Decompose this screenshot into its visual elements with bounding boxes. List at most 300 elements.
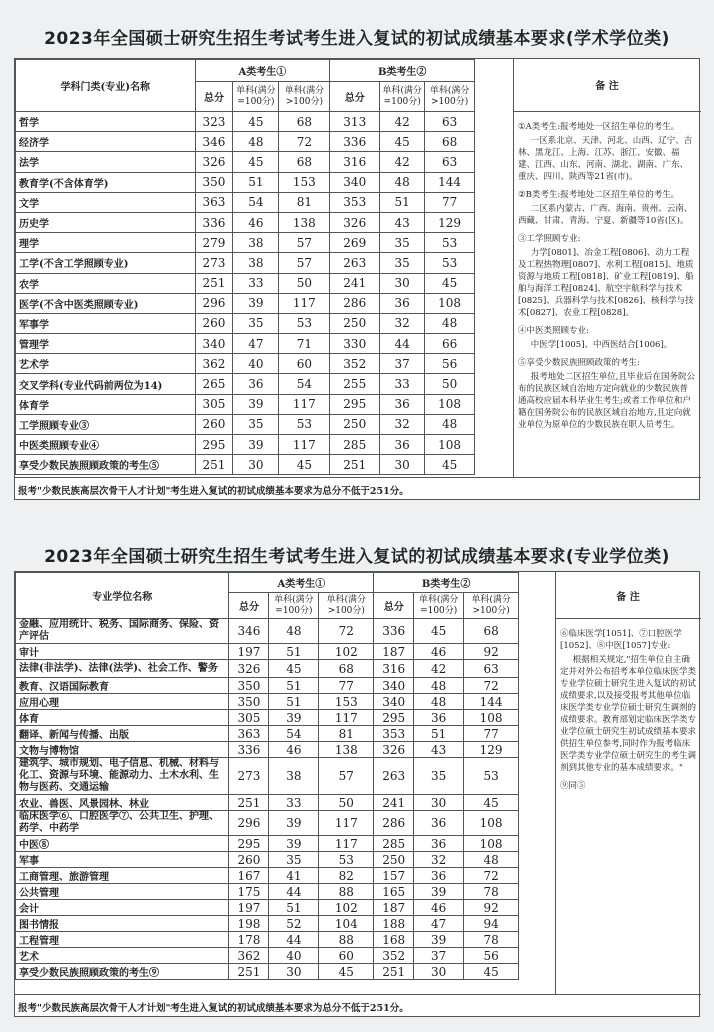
a-score-total: 251 <box>195 455 233 475</box>
b-score-total: 326 <box>330 212 380 232</box>
a-score-singlegt100: 54 <box>279 374 330 394</box>
a-score-single100: 44 <box>269 884 319 900</box>
professional-header-a: A类考生① <box>229 573 374 593</box>
table-row <box>16 313 513 333</box>
table-row <box>16 619 555 644</box>
a-score-total: 260 <box>195 313 233 333</box>
table-row <box>16 884 555 900</box>
table-row <box>16 293 513 313</box>
b-score-singlegt100: 92 <box>464 644 519 660</box>
academic-notes-title: 备 注 <box>595 81 619 92</box>
row-name: 理学 <box>16 233 196 253</box>
table-row <box>16 916 555 932</box>
a-score-total: 305 <box>195 394 233 414</box>
b-score-total: 285 <box>374 836 414 852</box>
b-score-total: 269 <box>330 233 380 253</box>
table-row <box>16 694 555 710</box>
b-score-singlegt100: 63 <box>464 660 519 678</box>
row-name: 会计 <box>16 900 229 916</box>
b-score-single100: 35 <box>414 758 464 795</box>
b-score-singlegt100: 48 <box>425 313 475 333</box>
a-score-total: 350 <box>229 694 269 710</box>
b-score-total: 263 <box>374 758 414 795</box>
a-score-total: 305 <box>229 710 269 726</box>
b-score-total: 295 <box>374 710 414 726</box>
b-score-total: 168 <box>374 932 414 948</box>
b-score-single100: 42 <box>380 152 425 172</box>
b-score-single100: 42 <box>380 112 425 132</box>
row-name: 中医类照顾专业④ <box>16 435 196 455</box>
b-score-singlegt100: 78 <box>464 884 519 900</box>
a-score-single100: 45 <box>233 112 279 132</box>
note-paragraph: 力学[0801]、冶金工程[0806]、动力工程及工程热物理[0807]、水利工程[0815]、地质资源与地质工程[0818]、矿业工程[0819]、船舶与海洋工程[0824]、航空宇航科学与技术[0825]、兵器科学与技术[0826]、核科学与技术[0827]、农业工程[0828]。 <box>518 248 694 318</box>
b-score-single100: 48 <box>380 172 425 192</box>
row-name: 建筑学、城市规划、电子信息、机械、材料与化工、资源与环境、能源动力、土木水利、生物与医药、交通运输 <box>16 758 229 795</box>
b-score-singlegt100: 48 <box>464 852 519 868</box>
a-score-total: 350 <box>229 678 269 694</box>
academic-header-b-total: 总分 <box>330 82 380 112</box>
b-score-single100: 46 <box>414 644 464 660</box>
table-row <box>16 192 513 212</box>
a-score-total: 295 <box>229 836 269 852</box>
professional-notes <box>560 628 696 988</box>
a-score-total: 340 <box>195 334 233 354</box>
a-score-single100: 33 <box>233 273 279 293</box>
note-paragraph: ①A类考生:报考地处一区招生单位的考生。 <box>518 122 680 132</box>
b-score-single100: 30 <box>380 273 425 293</box>
a-score-singlegt100: 77 <box>319 678 374 694</box>
a-score-total: 167 <box>229 868 269 884</box>
table-row <box>16 948 555 964</box>
b-score-total: 352 <box>330 354 380 374</box>
row-name: 工学(不含工学照顾专业) <box>16 253 196 273</box>
a-score-total: 295 <box>195 435 233 455</box>
table-row <box>16 273 513 293</box>
b-score-total: 187 <box>374 900 414 916</box>
b-score-singlegt100: 56 <box>464 948 519 964</box>
b-score-single100: 35 <box>380 253 425 273</box>
a-score-singlegt100: 117 <box>279 435 330 455</box>
b-score-total: 157 <box>374 868 414 884</box>
professional-header-b: B类考生② <box>374 573 519 593</box>
b-score-singlegt100: 72 <box>464 678 519 694</box>
a-score-singlegt100: 88 <box>319 932 374 948</box>
a-score-total: 260 <box>195 414 233 434</box>
professional-table <box>15 572 555 980</box>
row-name: 金融、应用统计、税务、国际商务、保险、资产评估 <box>16 619 229 644</box>
academic-notes <box>518 121 696 477</box>
a-score-total: 175 <box>229 884 269 900</box>
table-row <box>16 233 513 253</box>
a-score-singlegt100: 72 <box>279 132 330 152</box>
b-score-single100: 30 <box>414 795 464 811</box>
a-score-singlegt100: 53 <box>319 852 374 868</box>
row-name: 翻译、新闻与传播、出版 <box>16 726 229 742</box>
a-score-single100: 51 <box>233 172 279 192</box>
a-score-singlegt100: 82 <box>319 868 374 884</box>
a-score-single100: 39 <box>233 293 279 313</box>
a-score-single100: 54 <box>233 192 279 212</box>
academic-title: 2023年全国硕士研究生招生考试考生进入复试的初试成绩基本要求(学术学位类) <box>44 29 670 49</box>
b-score-singlegt100: 108 <box>464 811 519 836</box>
table-row <box>16 455 513 475</box>
a-score-singlegt100: 57 <box>279 233 330 253</box>
academic-header-b: B类考生② <box>330 60 475 82</box>
b-score-single100: 36 <box>414 836 464 852</box>
table-row <box>16 811 555 836</box>
a-score-total: 296 <box>229 811 269 836</box>
b-score-singlegt100: 56 <box>425 354 475 374</box>
row-name: 中医⑧ <box>16 836 229 852</box>
row-name: 交叉学科(专业代码前两位为14) <box>16 374 196 394</box>
a-score-single100: 39 <box>269 710 319 726</box>
table-row <box>16 112 513 132</box>
row-name: 教育学(不含体育学) <box>16 172 196 192</box>
a-score-single100: 35 <box>233 313 279 333</box>
row-name: 管理学 <box>16 334 196 354</box>
b-score-single100: 37 <box>414 948 464 964</box>
b-score-single100: 51 <box>414 726 464 742</box>
row-name: 医学(不含中医类照顾专业) <box>16 293 196 313</box>
b-score-single100: 32 <box>414 852 464 868</box>
a-score-singlegt100: 45 <box>279 455 330 475</box>
b-score-total: 251 <box>374 964 414 980</box>
a-score-singlegt100: 88 <box>319 884 374 900</box>
a-score-total: 326 <box>195 152 233 172</box>
table-row <box>16 795 555 811</box>
a-score-singlegt100: 57 <box>279 253 330 273</box>
row-name: 艺术学 <box>16 354 196 374</box>
academic-table-card <box>14 58 700 500</box>
a-score-singlegt100: 138 <box>279 212 330 232</box>
academic-header-a: A类考生① <box>195 60 330 82</box>
b-score-singlegt100: 53 <box>464 758 519 795</box>
b-score-singlegt100: 68 <box>464 619 519 644</box>
table-row <box>16 172 513 192</box>
b-score-single100: 36 <box>414 868 464 884</box>
b-score-total: 340 <box>374 694 414 710</box>
professional-header-a-singlegt100: 单科(满分>100分) <box>319 593 374 619</box>
b-score-single100: 36 <box>380 394 425 414</box>
a-score-single100: 39 <box>233 435 279 455</box>
table-row <box>16 414 513 434</box>
a-score-single100: 45 <box>233 152 279 172</box>
professional-notes-title: 备 注 <box>616 592 640 603</box>
table-row <box>16 152 513 172</box>
row-name: 文学 <box>16 192 196 212</box>
b-score-single100: 39 <box>414 884 464 900</box>
note-paragraph: 报考地处二区招生单位,且毕业后在国务院公布的民族区域自治地方定向就业的少数民族普通高校应届本科毕业生考生;或者工作单位和户籍在国务院公布的民族区域自治地方,且定向就业单位为原单位的少数民族在职人员考生。 <box>518 372 695 430</box>
b-score-singlegt100: 66 <box>425 334 475 354</box>
table-row <box>16 334 513 354</box>
b-score-singlegt100: 77 <box>425 192 475 212</box>
professional-table-card <box>14 571 700 1017</box>
b-score-single100: 42 <box>414 660 464 678</box>
a-score-single100: 39 <box>269 811 319 836</box>
b-score-singlegt100: 108 <box>425 394 475 414</box>
b-score-single100: 48 <box>414 694 464 710</box>
table-row <box>16 678 555 694</box>
a-score-total: 363 <box>229 726 269 742</box>
a-score-singlegt100: 102 <box>319 900 374 916</box>
b-score-singlegt100: 144 <box>425 172 475 192</box>
a-score-single100: 51 <box>269 678 319 694</box>
academic-section <box>0 0 714 510</box>
b-score-single100: 35 <box>380 233 425 253</box>
a-score-total: 362 <box>195 354 233 374</box>
a-score-total: 279 <box>195 233 233 253</box>
b-score-single100: 36 <box>414 811 464 836</box>
a-score-total: 296 <box>195 293 233 313</box>
a-score-single100: 40 <box>233 354 279 374</box>
professional-header-b-single100: 单科(满分=100分) <box>414 593 464 619</box>
note-paragraph: 二区系内蒙古、广西、海南、贵州、云南、西藏、甘肃、青海、宁夏、新疆等10省(区)。 <box>518 204 693 226</box>
academic-table-wrap <box>15 59 513 475</box>
a-score-single100: 30 <box>233 455 279 475</box>
b-score-total: 316 <box>374 660 414 678</box>
academic-header-a-total: 总分 <box>195 82 233 112</box>
a-score-single100: 46 <box>233 212 279 232</box>
academic-header-subject: 学科门类(专业)名称 <box>16 60 196 112</box>
a-score-single100: 33 <box>269 795 319 811</box>
a-score-singlegt100: 71 <box>279 334 330 354</box>
a-score-total: 336 <box>229 742 269 758</box>
b-score-total: 326 <box>374 742 414 758</box>
table-row <box>16 852 555 868</box>
b-score-singlegt100: 108 <box>464 836 519 852</box>
b-score-singlegt100: 68 <box>425 132 475 152</box>
b-score-single100: 45 <box>414 619 464 644</box>
b-score-total: 187 <box>374 644 414 660</box>
a-score-total: 198 <box>229 916 269 932</box>
academic-header-b-single100: 单科(满分=100分) <box>380 82 425 112</box>
b-score-total: 340 <box>374 678 414 694</box>
b-score-singlegt100: 144 <box>464 694 519 710</box>
b-score-single100: 30 <box>380 455 425 475</box>
a-score-total: 362 <box>229 948 269 964</box>
a-score-singlegt100: 50 <box>279 273 330 293</box>
b-score-singlegt100: 77 <box>464 726 519 742</box>
b-score-singlegt100: 48 <box>425 414 475 434</box>
professional-header-b-total: 总分 <box>374 593 414 619</box>
note-paragraph: ⑥临床医学[1051]、⑦口腔医学[1052]、⑧中医[1057]专业: <box>560 629 682 651</box>
b-score-singlegt100: 50 <box>425 374 475 394</box>
b-score-single100: 36 <box>380 293 425 313</box>
professional-footnote: 报考"少数民族高层次骨干人才计划"考生进入复试的初试成绩基本要求为总分不低于251分。 <box>15 994 701 1018</box>
note-paragraph: ⑨同⑤ <box>560 781 586 791</box>
a-score-singlegt100: 60 <box>319 948 374 964</box>
a-score-single100: 52 <box>269 916 319 932</box>
row-name: 享受少数民族照顾政策的考生⑨ <box>16 964 229 980</box>
a-score-singlegt100: 117 <box>279 394 330 414</box>
a-score-single100: 51 <box>269 900 319 916</box>
row-name: 法学 <box>16 152 196 172</box>
professional-header-b-singlegt100: 单科(满分>100分) <box>464 593 519 619</box>
a-score-singlegt100: 45 <box>319 964 374 980</box>
note-paragraph: ④中医类照顾专业: <box>518 326 589 336</box>
a-score-total: 178 <box>229 932 269 948</box>
row-name: 体育 <box>16 710 229 726</box>
a-score-single100: 30 <box>269 964 319 980</box>
b-score-singlegt100: 94 <box>464 916 519 932</box>
b-score-total: 250 <box>330 414 380 434</box>
note-paragraph: ⑤享受少数民族照顾政策的考生: <box>518 358 640 368</box>
b-score-total: 336 <box>374 619 414 644</box>
b-score-total: 286 <box>330 293 380 313</box>
a-score-single100: 36 <box>233 374 279 394</box>
b-score-singlegt100: 63 <box>425 112 475 132</box>
b-score-single100: 46 <box>414 900 464 916</box>
b-score-singlegt100: 53 <box>425 233 475 253</box>
b-score-total: 241 <box>374 795 414 811</box>
b-score-total: 250 <box>330 313 380 333</box>
b-score-single100: 33 <box>380 374 425 394</box>
table-row <box>16 932 555 948</box>
a-score-singlegt100: 72 <box>319 619 374 644</box>
row-name: 教育、汉语国际教育 <box>16 678 229 694</box>
b-score-total: 263 <box>330 253 380 273</box>
b-score-single100: 45 <box>380 132 425 152</box>
a-score-single100: 39 <box>269 836 319 852</box>
b-score-total: 353 <box>374 726 414 742</box>
a-score-single100: 35 <box>269 852 319 868</box>
b-score-single100: 32 <box>380 313 425 333</box>
b-score-single100: 36 <box>414 710 464 726</box>
b-score-singlegt100: 72 <box>464 868 519 884</box>
row-name: 应用心理 <box>16 694 229 710</box>
a-score-singlegt100: 81 <box>279 192 330 212</box>
b-score-singlegt100: 78 <box>464 932 519 948</box>
a-score-total: 273 <box>195 253 233 273</box>
row-name: 农业、兽医、风景园林、林业 <box>16 795 229 811</box>
academic-header-a-single100: 单科(满分=100分) <box>233 82 279 112</box>
table-row <box>16 758 555 795</box>
row-name: 工商管理、旅游管理 <box>16 868 229 884</box>
a-score-single100: 47 <box>233 334 279 354</box>
b-score-singlegt100: 129 <box>464 742 519 758</box>
note-paragraph: ③工学照顾专业: <box>518 234 581 244</box>
a-score-singlegt100: 68 <box>279 112 330 132</box>
a-score-singlegt100: 50 <box>319 795 374 811</box>
b-score-singlegt100: 108 <box>464 710 519 726</box>
academic-header-b-singlegt100: 单科(满分>100分) <box>425 82 475 112</box>
b-score-single100: 39 <box>414 932 464 948</box>
a-score-single100: 44 <box>269 932 319 948</box>
b-score-total: 316 <box>330 152 380 172</box>
a-score-singlegt100: 153 <box>279 172 330 192</box>
a-score-singlegt100: 104 <box>319 916 374 932</box>
row-name: 军事 <box>16 852 229 868</box>
table-row <box>16 868 555 884</box>
a-score-single100: 48 <box>269 619 319 644</box>
b-score-single100: 48 <box>414 678 464 694</box>
a-score-single100: 54 <box>269 726 319 742</box>
a-score-total: 273 <box>229 758 269 795</box>
academic-header-a-singlegt100: 单科(满分>100分) <box>279 82 330 112</box>
row-name: 享受少数民族照顾政策的考生⑤ <box>16 455 196 475</box>
row-name: 历史学 <box>16 212 196 232</box>
row-name: 文物与博物馆 <box>16 742 229 758</box>
professional-header-subject: 专业学位名称 <box>16 573 229 619</box>
b-score-singlegt100: 45 <box>425 273 475 293</box>
b-score-total: 251 <box>330 455 380 475</box>
b-score-total: 340 <box>330 172 380 192</box>
b-score-single100: 37 <box>380 354 425 374</box>
table-row <box>16 394 513 414</box>
table-row <box>16 660 555 678</box>
a-score-total: 336 <box>195 212 233 232</box>
a-score-single100: 41 <box>269 868 319 884</box>
b-score-total: 188 <box>374 916 414 932</box>
b-score-total: 286 <box>374 811 414 836</box>
row-name: 法律(非法学)、法律(法学)、社会工作、警务 <box>16 660 229 678</box>
table-row <box>16 212 513 232</box>
b-score-singlegt100: 53 <box>425 253 475 273</box>
b-score-single100: 51 <box>380 192 425 212</box>
a-score-single100: 38 <box>269 758 319 795</box>
a-score-single100: 35 <box>233 414 279 434</box>
professional-title: 2023年全国硕士研究生招生考试考生进入复试的初试成绩基本要求(专业学位类) <box>44 547 670 567</box>
table-row <box>16 964 555 980</box>
table-row <box>16 644 555 660</box>
a-score-single100: 51 <box>269 644 319 660</box>
b-score-singlegt100: 108 <box>425 435 475 455</box>
note-paragraph: 一区系北京、天津、河北、山西、辽宁、吉林、黑龙江、上海、江苏、浙江、安徽、福建、江西、山东、河南、湖北、湖南、广东、重庆、四川、陕西等21省(市)。 <box>518 136 693 182</box>
a-score-total: 350 <box>195 172 233 192</box>
a-score-singlegt100: 117 <box>279 293 330 313</box>
b-score-total: 330 <box>330 334 380 354</box>
academic-table <box>15 59 513 475</box>
b-score-singlegt100: 92 <box>464 900 519 916</box>
a-score-single100: 40 <box>269 948 319 964</box>
b-score-singlegt100: 45 <box>464 964 519 980</box>
a-score-single100: 45 <box>269 660 319 678</box>
a-score-total: 363 <box>195 192 233 212</box>
a-score-singlegt100: 81 <box>319 726 374 742</box>
academic-footnote: 报考"少数民族高层次骨干人才计划"考生进入复试的初试成绩基本要求为总分不低于251分。 <box>15 477 701 501</box>
b-score-single100: 47 <box>414 916 464 932</box>
b-score-total: 165 <box>374 884 414 900</box>
b-score-total: 250 <box>374 852 414 868</box>
row-name: 农学 <box>16 273 196 293</box>
a-score-singlegt100: 138 <box>319 742 374 758</box>
b-score-singlegt100: 45 <box>464 795 519 811</box>
b-score-single100: 43 <box>414 742 464 758</box>
table-row <box>16 253 513 273</box>
professional-table-wrap <box>15 572 555 980</box>
a-score-singlegt100: 53 <box>279 414 330 434</box>
row-name: 工学照顾专业③ <box>16 414 196 434</box>
a-score-single100: 51 <box>269 694 319 710</box>
a-score-total: 251 <box>229 795 269 811</box>
row-name: 公共管理 <box>16 884 229 900</box>
a-score-total: 323 <box>195 112 233 132</box>
b-score-single100: 30 <box>414 964 464 980</box>
a-score-total: 260 <box>229 852 269 868</box>
b-score-singlegt100: 63 <box>425 152 475 172</box>
a-score-total: 346 <box>229 619 269 644</box>
b-score-single100: 44 <box>380 334 425 354</box>
table-row <box>16 710 555 726</box>
a-score-singlegt100: 60 <box>279 354 330 374</box>
a-score-singlegt100: 68 <box>279 152 330 172</box>
a-score-single100: 46 <box>269 742 319 758</box>
table-row <box>16 742 555 758</box>
row-name: 临床医学⑥、口腔医学⑦、公共卫生、护理、药学、中药学 <box>16 811 229 836</box>
row-name: 体育学 <box>16 394 196 414</box>
a-score-singlegt100: 153 <box>319 694 374 710</box>
b-score-total: 313 <box>330 112 380 132</box>
